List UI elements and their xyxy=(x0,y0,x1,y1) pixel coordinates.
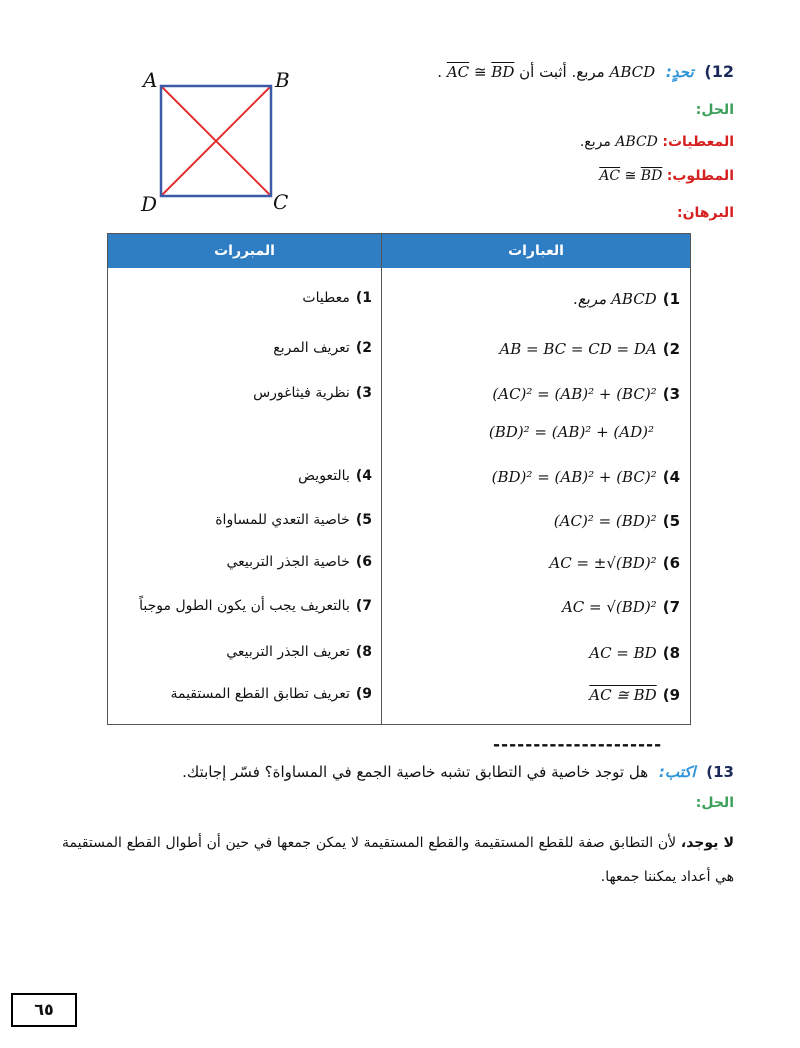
statement: (AC)² = (AB)² + (BC)² xyxy=(492,385,657,403)
vertex-a: A xyxy=(143,68,158,92)
row-number: 8) xyxy=(355,644,372,660)
statement: AC = BD xyxy=(589,644,657,662)
row-number: 6) xyxy=(355,554,372,570)
table-row-reason xyxy=(215,512,372,528)
write-tag: اكتب: xyxy=(658,763,696,781)
required-seg1: $\overline{AC}$ xyxy=(599,168,621,184)
table-row-reason xyxy=(253,385,372,401)
vertex-c: C xyxy=(273,190,289,214)
row-number: 2) xyxy=(662,340,680,358)
table-row-statement xyxy=(499,340,680,358)
row-number: 1) xyxy=(662,290,680,308)
problem-13-statement xyxy=(182,763,734,781)
square-figure xyxy=(135,62,305,222)
statement: (AC)² = (BD)² xyxy=(553,512,657,530)
problem-number: 13) xyxy=(706,763,734,781)
reason: بالتعويض xyxy=(298,468,350,484)
table-row-statement xyxy=(489,423,654,441)
reason: خاصية الجذر التربيعي xyxy=(226,554,350,570)
table-row-statement xyxy=(589,644,680,662)
given-square: ABCD xyxy=(615,134,658,150)
row-number: 4) xyxy=(355,468,372,484)
table-row-reason xyxy=(139,598,372,614)
given-suffix: مربع. xyxy=(579,134,611,150)
answer-paragraph xyxy=(62,826,734,894)
table-row-reason xyxy=(226,554,372,570)
table-row-statement xyxy=(589,686,680,704)
answer-bold: لا يوجد، xyxy=(680,835,734,851)
proof-label: البرهان: xyxy=(677,205,734,221)
table-row-statement xyxy=(549,554,680,572)
column-divider xyxy=(381,234,382,724)
problem-number: 12) xyxy=(704,62,734,81)
reason: تعريف الجذر التربيعي xyxy=(226,644,350,660)
header-reasons: المبررات xyxy=(214,243,275,259)
header-statements: العبارات xyxy=(508,243,564,259)
table-row-statement xyxy=(562,598,680,616)
required-line xyxy=(599,168,734,184)
solution-label: الحل: xyxy=(695,102,734,118)
solution-2-label: الحل: xyxy=(695,795,734,811)
table-row-reason xyxy=(226,644,372,660)
statement: AC = ±√(BD)² xyxy=(549,554,657,572)
segment-bd: $\overline{BD}$ xyxy=(491,63,515,81)
statement: (BD)² = (AB)² + (AD)² xyxy=(488,423,654,441)
page-number: ٦٥ xyxy=(11,993,77,1027)
statement-end: . xyxy=(437,63,443,81)
row-number: 8) xyxy=(662,644,680,662)
row-number: 7) xyxy=(662,598,680,616)
given-label: المعطيات: xyxy=(662,134,734,150)
given-line xyxy=(580,134,734,150)
section-divider: --------------------- xyxy=(493,735,663,755)
table-row-statement xyxy=(492,468,680,486)
statement: AC = √(BD)² xyxy=(561,598,657,616)
row-number: 7) xyxy=(355,598,372,614)
table-row-statement xyxy=(573,290,680,308)
statement: (BD)² = (AB)² + (BC)² xyxy=(491,468,657,486)
row-number: 9) xyxy=(355,686,372,702)
table-header xyxy=(108,234,690,268)
required-seg2: $\overline{BD}$ xyxy=(640,168,663,184)
row-number: 5) xyxy=(662,512,680,530)
required-cong: ≅ xyxy=(624,168,637,184)
required-label: المطلوب: xyxy=(666,168,734,184)
reason: معطيات xyxy=(302,290,350,306)
congruent-sign: ≅ xyxy=(473,63,487,81)
vertex-b: B xyxy=(275,68,290,92)
row-number: 6) xyxy=(662,554,680,572)
answer-text: لأن التطابق صفة للقطع المستقيمة والقطع المستقيمة لا يمكن جمعها في حين أن أطوال القطع المستقيمة هي أعداد يمكننا جمعها. xyxy=(62,835,734,885)
proof-table xyxy=(107,233,691,725)
table-row-statement xyxy=(554,512,680,530)
statement: AB = BC = CD = DA xyxy=(499,340,657,358)
statement-text: مربع. أثبت أن xyxy=(519,63,605,81)
row-number: 5) xyxy=(355,512,372,528)
row-number: 3) xyxy=(355,385,372,401)
vertex-d: D xyxy=(141,192,158,216)
row-number: 3) xyxy=(662,385,680,403)
reason: تعريف تطابق القطع المستقيمة xyxy=(170,686,350,702)
reason: خاصية التعدي للمساواة xyxy=(215,512,350,528)
challenge-tag: تحدٍ: xyxy=(665,63,694,81)
table-row-reason xyxy=(170,686,372,702)
row-number: 4) xyxy=(662,468,680,486)
table-row-reason xyxy=(273,340,372,356)
statement: AC ≅ BD xyxy=(589,686,657,704)
square-name: ABCD xyxy=(609,63,656,81)
row-number: 2) xyxy=(355,340,372,356)
row-number: 9) xyxy=(662,686,680,704)
reason: نظرية فيثاغورس xyxy=(253,385,350,401)
problem-13-text: هل توجد خاصية في التطابق تشبه خاصية الجمع في المساواة؟ فسّر إجابتك. xyxy=(182,763,649,781)
table-row-reason xyxy=(302,290,372,306)
problem-12-statement xyxy=(437,62,734,81)
reason: تعريف المربع xyxy=(273,340,350,356)
reason: بالتعريف يجب أن يكون الطول موجباً xyxy=(139,598,350,614)
table-row-reason xyxy=(298,468,372,484)
row-number: 1) xyxy=(355,290,372,306)
table-row-statement xyxy=(492,385,680,403)
statement: ABCD مربع. xyxy=(573,290,657,308)
segment-ac: $\overline{AC}$ xyxy=(446,63,470,81)
